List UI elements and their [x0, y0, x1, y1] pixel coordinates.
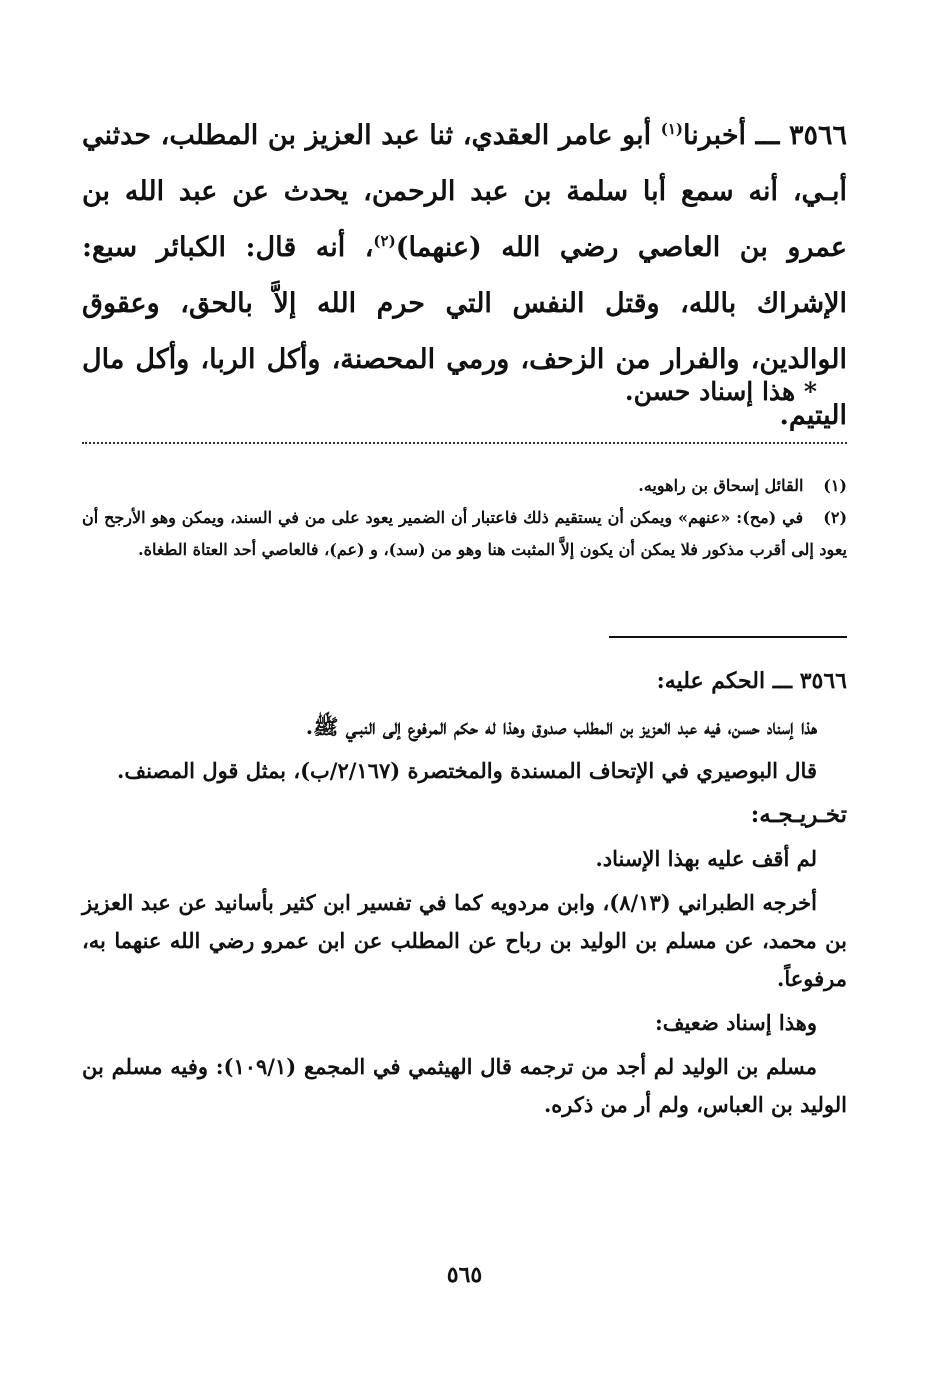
takhrij-paragraph-3: مسلم بن الوليد لم أجد من ترجمه قال الهيثمي في المجمع (١٠٩/١): وفيه مسلم بن الوليد بن العباس، ولم أر من ذكره. — [82, 1054, 847, 1117]
takhrij-heading: تخـريـجـه: — [750, 801, 847, 828]
isnad-verdict: * هذا إسناد حسن. — [624, 377, 817, 406]
hadith-text-end: ، أنه قال: الكبائر سبع: الإشراك بالله، وقتل النفس التي حرم الله إلاَّ بالحق، وعقوق الوالدين، والفرار من الزحف، ورمي المحصنة، وأكل الربا، وأكل مال اليتيم. — [82, 232, 847, 431]
hadith-dash: ـــ — [755, 120, 780, 151]
footnote-number: (٢) — [823, 508, 848, 527]
footnotes — [82, 470, 847, 566]
footnote-text: في (مح): «عنهم» ويمكن أن يستقيم ذلك فاعتبار أن الضمير يعود على من في السند، ويمكن وهو الأرجح أن يعود إلى أقرب مذكور فلا يمكن أن يكون إلاَّ المثبت هنا وهو من (سد)، و (عم)، فالعاصي أحد العتاة الطغاة. — [82, 508, 847, 559]
section-divider — [609, 636, 847, 638]
takhrij-paragraph-2: أخرجه الطبراني (٨/١٣)، وابن مردويه كما في تفسير ابن كثير بأسانيد عن عبد العزيز بن محمد، عن مسلم بن الوليد بن رباح عن المطلب عن ابن عمرو رضي الله عنهما به، مرفوعاً. — [82, 890, 847, 991]
hadith-text-start: أخبرنا — [683, 120, 747, 151]
takhrij-paragraph-1: لم أقف عليه بهذا الإسناد. — [595, 846, 817, 871]
page-number: ٥٦٥ — [446, 1262, 483, 1288]
ruling-paragraph: هذا إسناد حسن، فيه عبد العزيز بن المطلب صدوق وهذا له حكم المرفوع إلى النبـي ﷺ. — [305, 714, 817, 739]
footnote-separator — [82, 442, 847, 454]
hadith-number: ٣٥٦٦ — [789, 120, 848, 151]
footnote-ref-1: (١) — [660, 120, 684, 138]
commentary — [82, 662, 847, 1130]
busiri-paragraph: قال البوصيري في الإتحاف المسندة والمختصرة (٢/١٦٧/ب)، بمثل قول المصنف. — [117, 758, 817, 783]
footnote-number: (١) — [823, 476, 847, 495]
footnote-2 — [82, 502, 847, 566]
ruling-heading: ٣٥٦٦ ـــ الحكم عليه: — [656, 668, 847, 694]
footnote-ref-2: (٢) — [373, 232, 396, 250]
footnote-text: القائل إسحاق بن راهويه. — [638, 476, 804, 495]
weak-isnad-line: وهذا إسناد ضعيف: — [654, 1010, 817, 1035]
footnote-1 — [82, 470, 847, 502]
hadith-text-middle: أبو عامر العقدي، ثنا عبد العزيز بن المطلب، حدثني أبـي، أنه سمع أبا سلمة بن عبد الرحمن، يحدث عن عبد الله بن عمرو بن العاصي رضي الله (عنهما) — [82, 120, 847, 263]
